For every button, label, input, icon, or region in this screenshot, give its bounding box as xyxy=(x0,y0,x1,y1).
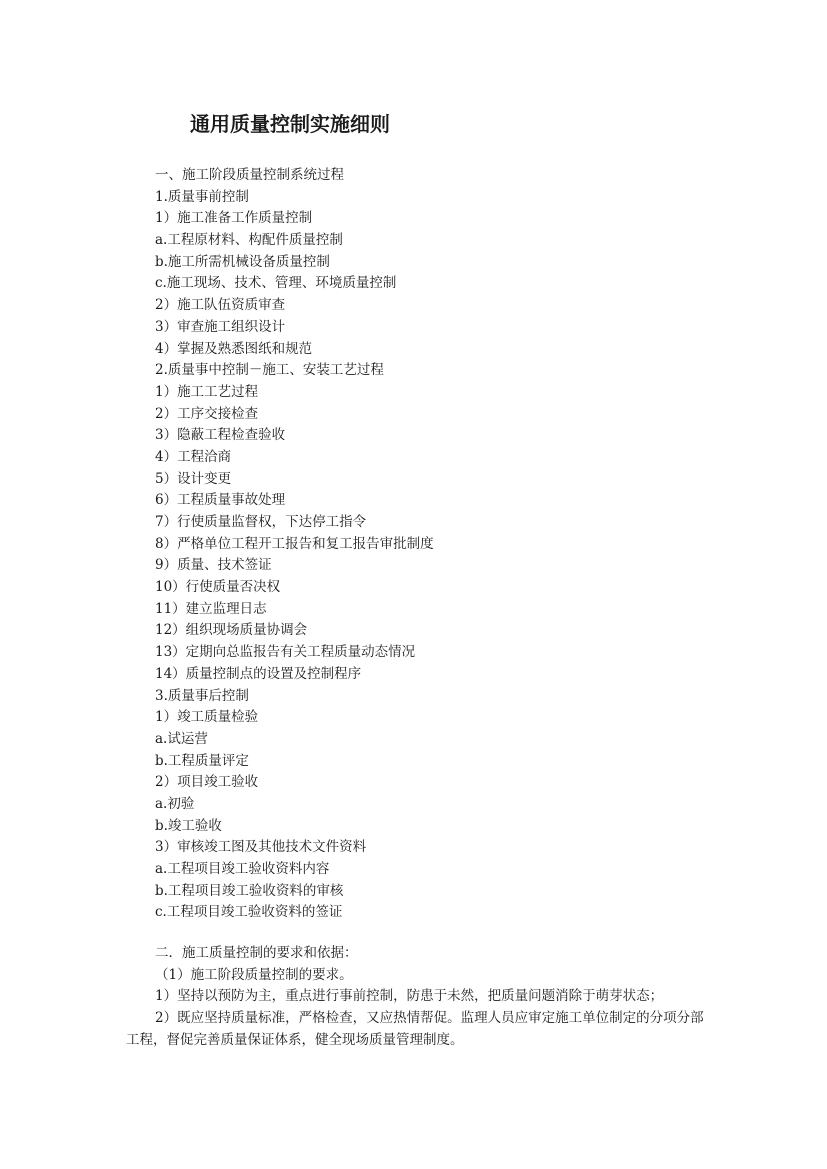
outline-line: 4）掌握及熟悉图纸和规范 xyxy=(155,340,313,357)
section-two-subheading: （1）施工阶段质量控制的要求。 xyxy=(155,966,353,983)
document-title: 通用质量控制实施细则 xyxy=(190,112,390,136)
outline-line: c.施工现场、技术、管理、环境质量控制 xyxy=(155,275,397,292)
outline-line: 14）质量控制点的设置及控制程序 xyxy=(155,665,362,682)
outline-line: 7）行使质量监督权，下达停工指令 xyxy=(155,514,367,530)
outline-line: 4）工程洽商 xyxy=(155,448,232,465)
outline-line: a.工程原材料、构配件质量控制 xyxy=(155,232,343,249)
outline-line: 8）严格单位工程开工报告和复工报告审批制度 xyxy=(155,535,434,552)
outline-line: 2）项目竣工验收 xyxy=(155,774,259,791)
outline-line: 9）质量、技术签证 xyxy=(155,557,272,574)
outline-line: 3.质量事后控制 xyxy=(155,687,249,704)
outline-line: a.试运营 xyxy=(155,730,208,747)
outline-line: 12）组织现场质量协调会 xyxy=(155,622,308,639)
outline-list xyxy=(155,165,715,924)
outline-line: a.初验 xyxy=(155,795,195,812)
outline-line: 2）施工队伍资质审查 xyxy=(155,297,286,314)
outline-line: b.竣工验收 xyxy=(155,817,222,834)
section-two-item-2: 2）既应坚持质量标准，严格检查，又应热情帮促。监理人员应审定施工单位制定的分项分部工程，督促完善质量保证体系，健全现场质量管理制度。 xyxy=(126,1010,704,1048)
outline-line: 一、施工阶段质量控制系统过程 xyxy=(155,167,344,183)
section-two xyxy=(126,943,716,1052)
section-two-item-1: 1）坚持以预防为主，重点进行事前控制，防患于未然，把质量问题消除于萌芽状态； xyxy=(155,988,664,1005)
outline-line: 2）工序交接检查 xyxy=(155,405,259,422)
outline-line: 11）建立监理日志 xyxy=(155,600,267,617)
outline-line: 1）施工准备工作质量控制 xyxy=(155,210,313,227)
outline-line: 6）工程质量事故处理 xyxy=(155,492,286,509)
outline-line: 3）隐蔽工程检查验收 xyxy=(155,427,286,444)
outline-line: 3）审核竣工图及其他技术文件资料 xyxy=(155,839,367,856)
outline-line: 2.质量事中控制－施工、安装工艺过程 xyxy=(155,362,384,379)
outline-line: 1.质量事前控制 xyxy=(155,188,249,205)
outline-line: 10）行使质量否决权 xyxy=(155,579,281,596)
outline-line: 3）审查施工组织设计 xyxy=(155,318,286,335)
outline-line: a.工程项目竣工验收资料内容 xyxy=(155,861,330,877)
section-two-heading: 二．施工质量控制的要求和依据： xyxy=(155,945,358,961)
outline-line: 1）竣工质量检验 xyxy=(155,709,259,726)
outline-line: 13）定期向总监报告有关工程质量动态情况 xyxy=(155,644,416,661)
outline-line: b.施工所需机械设备质量控制 xyxy=(155,253,330,270)
outline-line: 1）施工工艺过程 xyxy=(155,383,259,400)
outline-line: 5）设计变更 xyxy=(155,470,232,487)
outline-line: b.工程项目竣工验收资料的审核 xyxy=(155,882,344,899)
outline-line: b.工程质量评定 xyxy=(155,752,249,769)
outline-line: c.工程项目竣工验收资料的签证 xyxy=(155,904,343,921)
